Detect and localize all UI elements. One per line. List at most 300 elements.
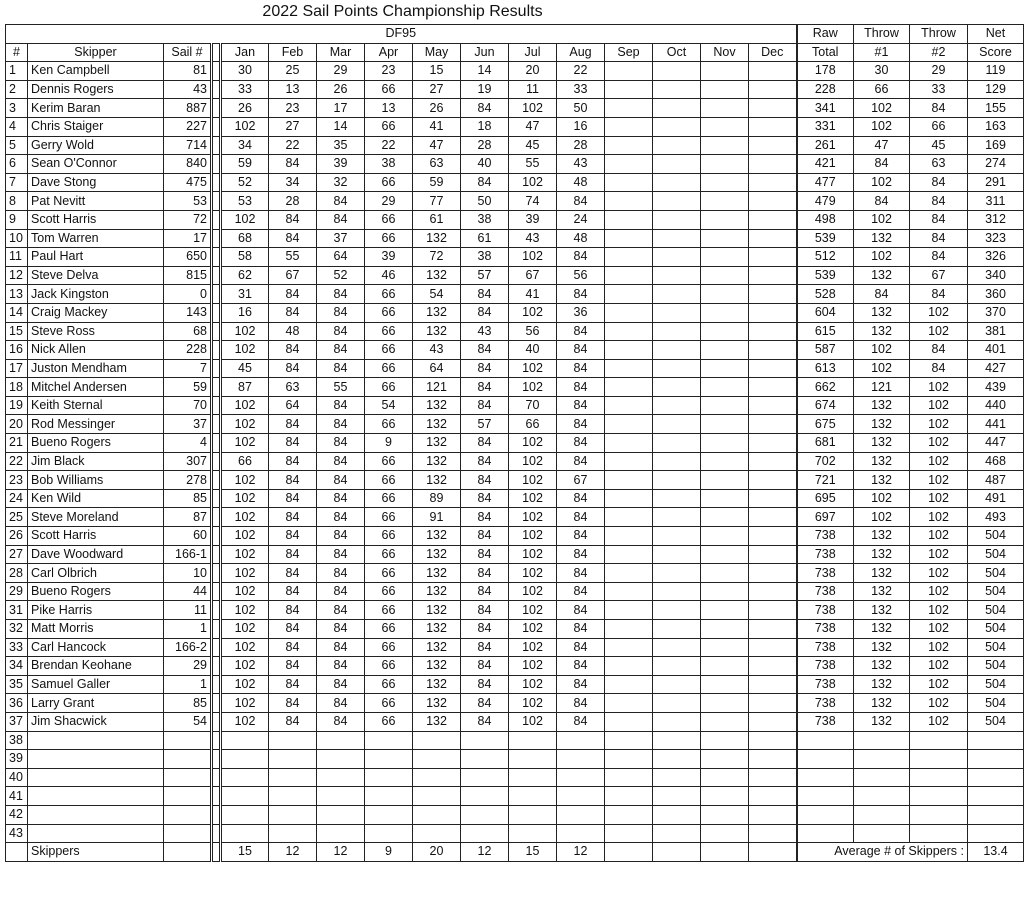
- throw-1: 132: [854, 712, 910, 731]
- raw-total: [797, 768, 854, 787]
- month-score: 26: [317, 80, 365, 99]
- spacer-cell: [212, 359, 221, 378]
- month-score: [413, 750, 461, 769]
- month-score: 74: [509, 192, 557, 211]
- month-score: [317, 824, 365, 843]
- throw-1: 102: [854, 359, 910, 378]
- month-score: 64: [413, 359, 461, 378]
- month-score: [653, 80, 701, 99]
- table-row: [6, 341, 1024, 360]
- spacer-cell: [212, 341, 221, 360]
- throw-2: 84: [910, 192, 968, 211]
- month-score: 66: [365, 712, 413, 731]
- skipper-name: Dennis Rogers: [28, 80, 164, 99]
- month-score: [749, 620, 797, 639]
- month-score: [605, 434, 653, 453]
- month-score: 132: [413, 527, 461, 546]
- month-score: 102: [221, 545, 269, 564]
- skipper-name: [28, 750, 164, 769]
- month-score: 14: [461, 62, 509, 81]
- skipper-name: Jim Shacwick: [28, 712, 164, 731]
- month-score: [653, 415, 701, 434]
- sail-number: 17: [164, 229, 212, 248]
- month-score: 66: [365, 378, 413, 397]
- month-score: [605, 471, 653, 490]
- skipper-count: 12: [557, 843, 605, 862]
- throw-1: 132: [854, 471, 910, 490]
- month-score: 33: [557, 80, 605, 99]
- month-score: [221, 750, 269, 769]
- month-score: 102: [221, 582, 269, 601]
- month-score: 84: [461, 434, 509, 453]
- table-row: [6, 824, 1024, 843]
- spacer-cell: [212, 99, 221, 118]
- net-score: 427: [968, 359, 1024, 378]
- month-score: 132: [413, 638, 461, 657]
- spacer-cell: [212, 415, 221, 434]
- raw-total: 738: [797, 620, 854, 639]
- sail-number: 85: [164, 489, 212, 508]
- month-score: 102: [509, 675, 557, 694]
- month-score: [605, 675, 653, 694]
- month-score: 102: [509, 508, 557, 527]
- throw-1: 132: [854, 638, 910, 657]
- month-score: 84: [317, 434, 365, 453]
- month-score: 132: [413, 322, 461, 341]
- row-number: 34: [6, 657, 28, 676]
- month-score: 102: [221, 712, 269, 731]
- row-number: 24: [6, 489, 28, 508]
- month-score: [653, 508, 701, 527]
- net-score: 169: [968, 136, 1024, 155]
- sail-number: 11: [164, 601, 212, 620]
- net-header-top: Net: [968, 25, 1024, 44]
- month-score: [605, 545, 653, 564]
- month-score: [605, 638, 653, 657]
- net-score: 311: [968, 192, 1024, 211]
- skipper-count: 20: [413, 843, 461, 862]
- month-score: [701, 341, 749, 360]
- throw-2: 102: [910, 303, 968, 322]
- month-score: [461, 805, 509, 824]
- month-score: 43: [413, 341, 461, 360]
- spacer-cell: [212, 750, 221, 769]
- month-score: 30: [221, 62, 269, 81]
- month-score: [557, 805, 605, 824]
- month-score: [653, 601, 701, 620]
- month-score: 13: [269, 80, 317, 99]
- raw-total: 479: [797, 192, 854, 211]
- month-score: [701, 805, 749, 824]
- month-score: 102: [509, 638, 557, 657]
- month-score: 84: [269, 620, 317, 639]
- throw-1: 132: [854, 620, 910, 639]
- month-score: 84: [557, 452, 605, 471]
- throw-1: 84: [854, 192, 910, 211]
- month-score: 84: [317, 303, 365, 322]
- row-number: 8: [6, 192, 28, 211]
- month-score: 102: [221, 601, 269, 620]
- throw-1: 102: [854, 341, 910, 360]
- month-score: 66: [365, 117, 413, 136]
- month-score: [605, 229, 653, 248]
- month-score: 84: [269, 210, 317, 229]
- month-score: 66: [365, 471, 413, 490]
- row-number: 42: [6, 805, 28, 824]
- table-row: [6, 787, 1024, 806]
- month-score: [701, 750, 749, 769]
- month-score: 102: [221, 564, 269, 583]
- month-header-may: May: [413, 43, 461, 62]
- month-score: [605, 359, 653, 378]
- month-score: 102: [221, 694, 269, 713]
- month-score: 52: [317, 266, 365, 285]
- month-score: [221, 787, 269, 806]
- month-score: 23: [365, 62, 413, 81]
- month-score: [605, 155, 653, 174]
- month-score: [701, 768, 749, 787]
- sail-number: 815: [164, 266, 212, 285]
- month-score: [461, 750, 509, 769]
- month-score: 84: [317, 527, 365, 546]
- row-number: 28: [6, 564, 28, 583]
- sail-number: 887: [164, 99, 212, 118]
- month-score: 28: [461, 136, 509, 155]
- month-score: 84: [269, 638, 317, 657]
- row-number: 10: [6, 229, 28, 248]
- month-score: [653, 378, 701, 397]
- month-score: 70: [509, 396, 557, 415]
- throw-2: 102: [910, 527, 968, 546]
- sail-number: [164, 750, 212, 769]
- net-score: 504: [968, 694, 1024, 713]
- row-number: 25: [6, 508, 28, 527]
- row-number: 41: [6, 787, 28, 806]
- month-score: 84: [317, 359, 365, 378]
- skipper-count: 12: [461, 843, 509, 862]
- month-score: 84: [557, 378, 605, 397]
- net-score: [968, 750, 1024, 769]
- month-score: 102: [221, 638, 269, 657]
- month-score: 132: [413, 545, 461, 564]
- throw2-header-top: Throw: [910, 25, 968, 44]
- month-score: 62: [221, 266, 269, 285]
- month-score: 84: [269, 341, 317, 360]
- month-score: 57: [461, 266, 509, 285]
- raw-total: 421: [797, 155, 854, 174]
- month-score: 22: [269, 136, 317, 155]
- skipper-name: Carl Olbrich: [28, 564, 164, 583]
- month-score: 84: [269, 694, 317, 713]
- month-score: [701, 396, 749, 415]
- net-score: 487: [968, 471, 1024, 490]
- throw-1: [854, 750, 910, 769]
- month-header-jan: Jan: [221, 43, 269, 62]
- month-score: [749, 712, 797, 731]
- month-score: 84: [269, 657, 317, 676]
- table-row: [6, 545, 1024, 564]
- month-score: 84: [269, 508, 317, 527]
- month-score: 67: [269, 266, 317, 285]
- month-score: 84: [557, 322, 605, 341]
- month-score: 66: [365, 527, 413, 546]
- skipper-name: Gerry Wold: [28, 136, 164, 155]
- spacer-cell: [212, 285, 221, 304]
- row-number: 22: [6, 452, 28, 471]
- month-score: [653, 768, 701, 787]
- month-score: 84: [317, 341, 365, 360]
- month-score: [653, 489, 701, 508]
- row-number: 18: [6, 378, 28, 397]
- raw-total: 721: [797, 471, 854, 490]
- month-score: [317, 787, 365, 806]
- month-score: 102: [509, 173, 557, 192]
- raw-total: 178: [797, 62, 854, 81]
- sail-number: 475: [164, 173, 212, 192]
- spacer-cell: [212, 210, 221, 229]
- skipper-name: Jack Kingston: [28, 285, 164, 304]
- throw-1: 102: [854, 248, 910, 267]
- row-number: 12: [6, 266, 28, 285]
- sail-number: 81: [164, 62, 212, 81]
- skipper-name: Paul Hart: [28, 248, 164, 267]
- raw-total: 695: [797, 489, 854, 508]
- row-number: 9: [6, 210, 28, 229]
- table-row: [6, 396, 1024, 415]
- month-score: 29: [365, 192, 413, 211]
- spacer-cell: [212, 545, 221, 564]
- month-score: 84: [317, 582, 365, 601]
- month-score: [605, 582, 653, 601]
- skipper-name: Bob Williams: [28, 471, 164, 490]
- month-score: [701, 694, 749, 713]
- throw-2: 102: [910, 657, 968, 676]
- sail-number: 60: [164, 527, 212, 546]
- footer-label: Skippers: [28, 843, 164, 862]
- skipper-name: Bueno Rogers: [28, 434, 164, 453]
- month-score: 84: [461, 582, 509, 601]
- month-score: [749, 155, 797, 174]
- throw-1: [854, 805, 910, 824]
- month-header-dec: Dec: [749, 43, 797, 62]
- month-score: 102: [221, 657, 269, 676]
- spacer-cell: [212, 712, 221, 731]
- net-score: 401: [968, 341, 1024, 360]
- net-score: 504: [968, 582, 1024, 601]
- spacer-cell: [212, 248, 221, 267]
- month-score: [653, 266, 701, 285]
- skipper-name: Sean O'Connor: [28, 155, 164, 174]
- spacer-cell: [212, 471, 221, 490]
- month-score: 66: [365, 620, 413, 639]
- month-score: 66: [365, 638, 413, 657]
- raw-total: 738: [797, 564, 854, 583]
- month-score: 84: [557, 601, 605, 620]
- month-score: 45: [221, 359, 269, 378]
- net-score: 441: [968, 415, 1024, 434]
- throw-1: 102: [854, 99, 910, 118]
- skipper-name: Kerim Baran: [28, 99, 164, 118]
- month-score: 54: [413, 285, 461, 304]
- num-header: #: [6, 43, 28, 62]
- net-score: 468: [968, 452, 1024, 471]
- month-score: [701, 638, 749, 657]
- month-score: 84: [557, 694, 605, 713]
- month-score: [701, 489, 749, 508]
- month-score: [653, 322, 701, 341]
- month-score: 89: [413, 489, 461, 508]
- skipper-name: Steve Delva: [28, 266, 164, 285]
- month-score: 84: [557, 434, 605, 453]
- month-score: 84: [269, 527, 317, 546]
- spacer-cell: [212, 657, 221, 676]
- month-score: [749, 489, 797, 508]
- month-score: [605, 750, 653, 769]
- skipper-name: Bueno Rogers: [28, 582, 164, 601]
- month-score: [749, 638, 797, 657]
- net-score: 370: [968, 303, 1024, 322]
- month-score: [749, 731, 797, 750]
- row-number: 23: [6, 471, 28, 490]
- month-score: [701, 545, 749, 564]
- throw-2: 102: [910, 396, 968, 415]
- throw-1: [854, 768, 910, 787]
- month-score: 84: [317, 210, 365, 229]
- skipper-name: Steve Moreland: [28, 508, 164, 527]
- month-score: 102: [509, 657, 557, 676]
- month-score: 84: [269, 229, 317, 248]
- skipper-count: 15: [221, 843, 269, 862]
- month-score: [461, 731, 509, 750]
- month-score: [605, 415, 653, 434]
- raw-total: 675: [797, 415, 854, 434]
- month-score: [605, 787, 653, 806]
- table-row: [6, 229, 1024, 248]
- month-score: 132: [413, 415, 461, 434]
- month-score: [749, 62, 797, 81]
- month-score: 84: [317, 508, 365, 527]
- row-number: 35: [6, 675, 28, 694]
- skipper-name: Jim Black: [28, 452, 164, 471]
- month-score: [557, 787, 605, 806]
- month-score: [605, 285, 653, 304]
- month-score: 77: [413, 192, 461, 211]
- raw-total: 331: [797, 117, 854, 136]
- spacer-cell: [212, 805, 221, 824]
- net-header-bottom: Score: [968, 43, 1024, 62]
- month-score: [749, 824, 797, 843]
- month-score: 39: [509, 210, 557, 229]
- row-number: 5: [6, 136, 28, 155]
- month-score: [701, 620, 749, 639]
- month-score: [701, 155, 749, 174]
- month-score: [701, 434, 749, 453]
- table-row: [6, 768, 1024, 787]
- month-score: 102: [509, 434, 557, 453]
- table-row: [6, 527, 1024, 546]
- row-number: 33: [6, 638, 28, 657]
- throw-1: 102: [854, 489, 910, 508]
- month-score: 84: [269, 359, 317, 378]
- footer-row: [6, 843, 1024, 862]
- spacer-cell: [212, 173, 221, 192]
- month-score: [317, 750, 365, 769]
- month-score: 84: [269, 471, 317, 490]
- month-score: 132: [413, 452, 461, 471]
- month-score: 43: [509, 229, 557, 248]
- month-score: [461, 787, 509, 806]
- month-score: 33: [221, 80, 269, 99]
- month-score: [749, 117, 797, 136]
- month-score: 102: [221, 508, 269, 527]
- month-score: 54: [365, 396, 413, 415]
- spacer-cell: [212, 731, 221, 750]
- throw-1: 132: [854, 303, 910, 322]
- throw-1: 132: [854, 434, 910, 453]
- sail-number: 278: [164, 471, 212, 490]
- row-number: 31: [6, 601, 28, 620]
- raw-total: 587: [797, 341, 854, 360]
- month-score: [509, 731, 557, 750]
- month-score: 58: [221, 248, 269, 267]
- month-score: [605, 694, 653, 713]
- net-score: 447: [968, 434, 1024, 453]
- skipper-name: Samuel Galler: [28, 675, 164, 694]
- month-score: 84: [461, 564, 509, 583]
- month-header-jul: Jul: [509, 43, 557, 62]
- footer-blank: [164, 843, 212, 862]
- month-score: [701, 117, 749, 136]
- table-row: [6, 248, 1024, 267]
- raw-total: 341: [797, 99, 854, 118]
- month-score: 84: [269, 452, 317, 471]
- table-row: [6, 322, 1024, 341]
- month-score: [605, 117, 653, 136]
- month-score: [653, 229, 701, 248]
- net-score: 340: [968, 266, 1024, 285]
- month-score: [701, 452, 749, 471]
- month-score: [701, 210, 749, 229]
- month-score: 47: [413, 136, 461, 155]
- raw-total: 738: [797, 527, 854, 546]
- month-score: 84: [461, 341, 509, 360]
- month-score: 84: [269, 489, 317, 508]
- table-row: [6, 99, 1024, 118]
- table-row: [6, 731, 1024, 750]
- throw-2: 102: [910, 452, 968, 471]
- throw-2: 102: [910, 601, 968, 620]
- spacer-cell: [212, 824, 221, 843]
- net-score: [968, 824, 1024, 843]
- month-score: [461, 824, 509, 843]
- month-score: [749, 136, 797, 155]
- month-score: 53: [221, 192, 269, 211]
- spacer-cell: [212, 675, 221, 694]
- month-score: 39: [317, 155, 365, 174]
- table-row: [6, 712, 1024, 731]
- month-score: [557, 750, 605, 769]
- month-score: 132: [413, 471, 461, 490]
- throw-2: 102: [910, 620, 968, 639]
- throw-1: 30: [854, 62, 910, 81]
- month-score: 41: [413, 117, 461, 136]
- throw-2: 63: [910, 155, 968, 174]
- month-score: [653, 582, 701, 601]
- table-row: [6, 452, 1024, 471]
- month-score: 84: [461, 489, 509, 508]
- month-score: [605, 731, 653, 750]
- month-score: 66: [365, 80, 413, 99]
